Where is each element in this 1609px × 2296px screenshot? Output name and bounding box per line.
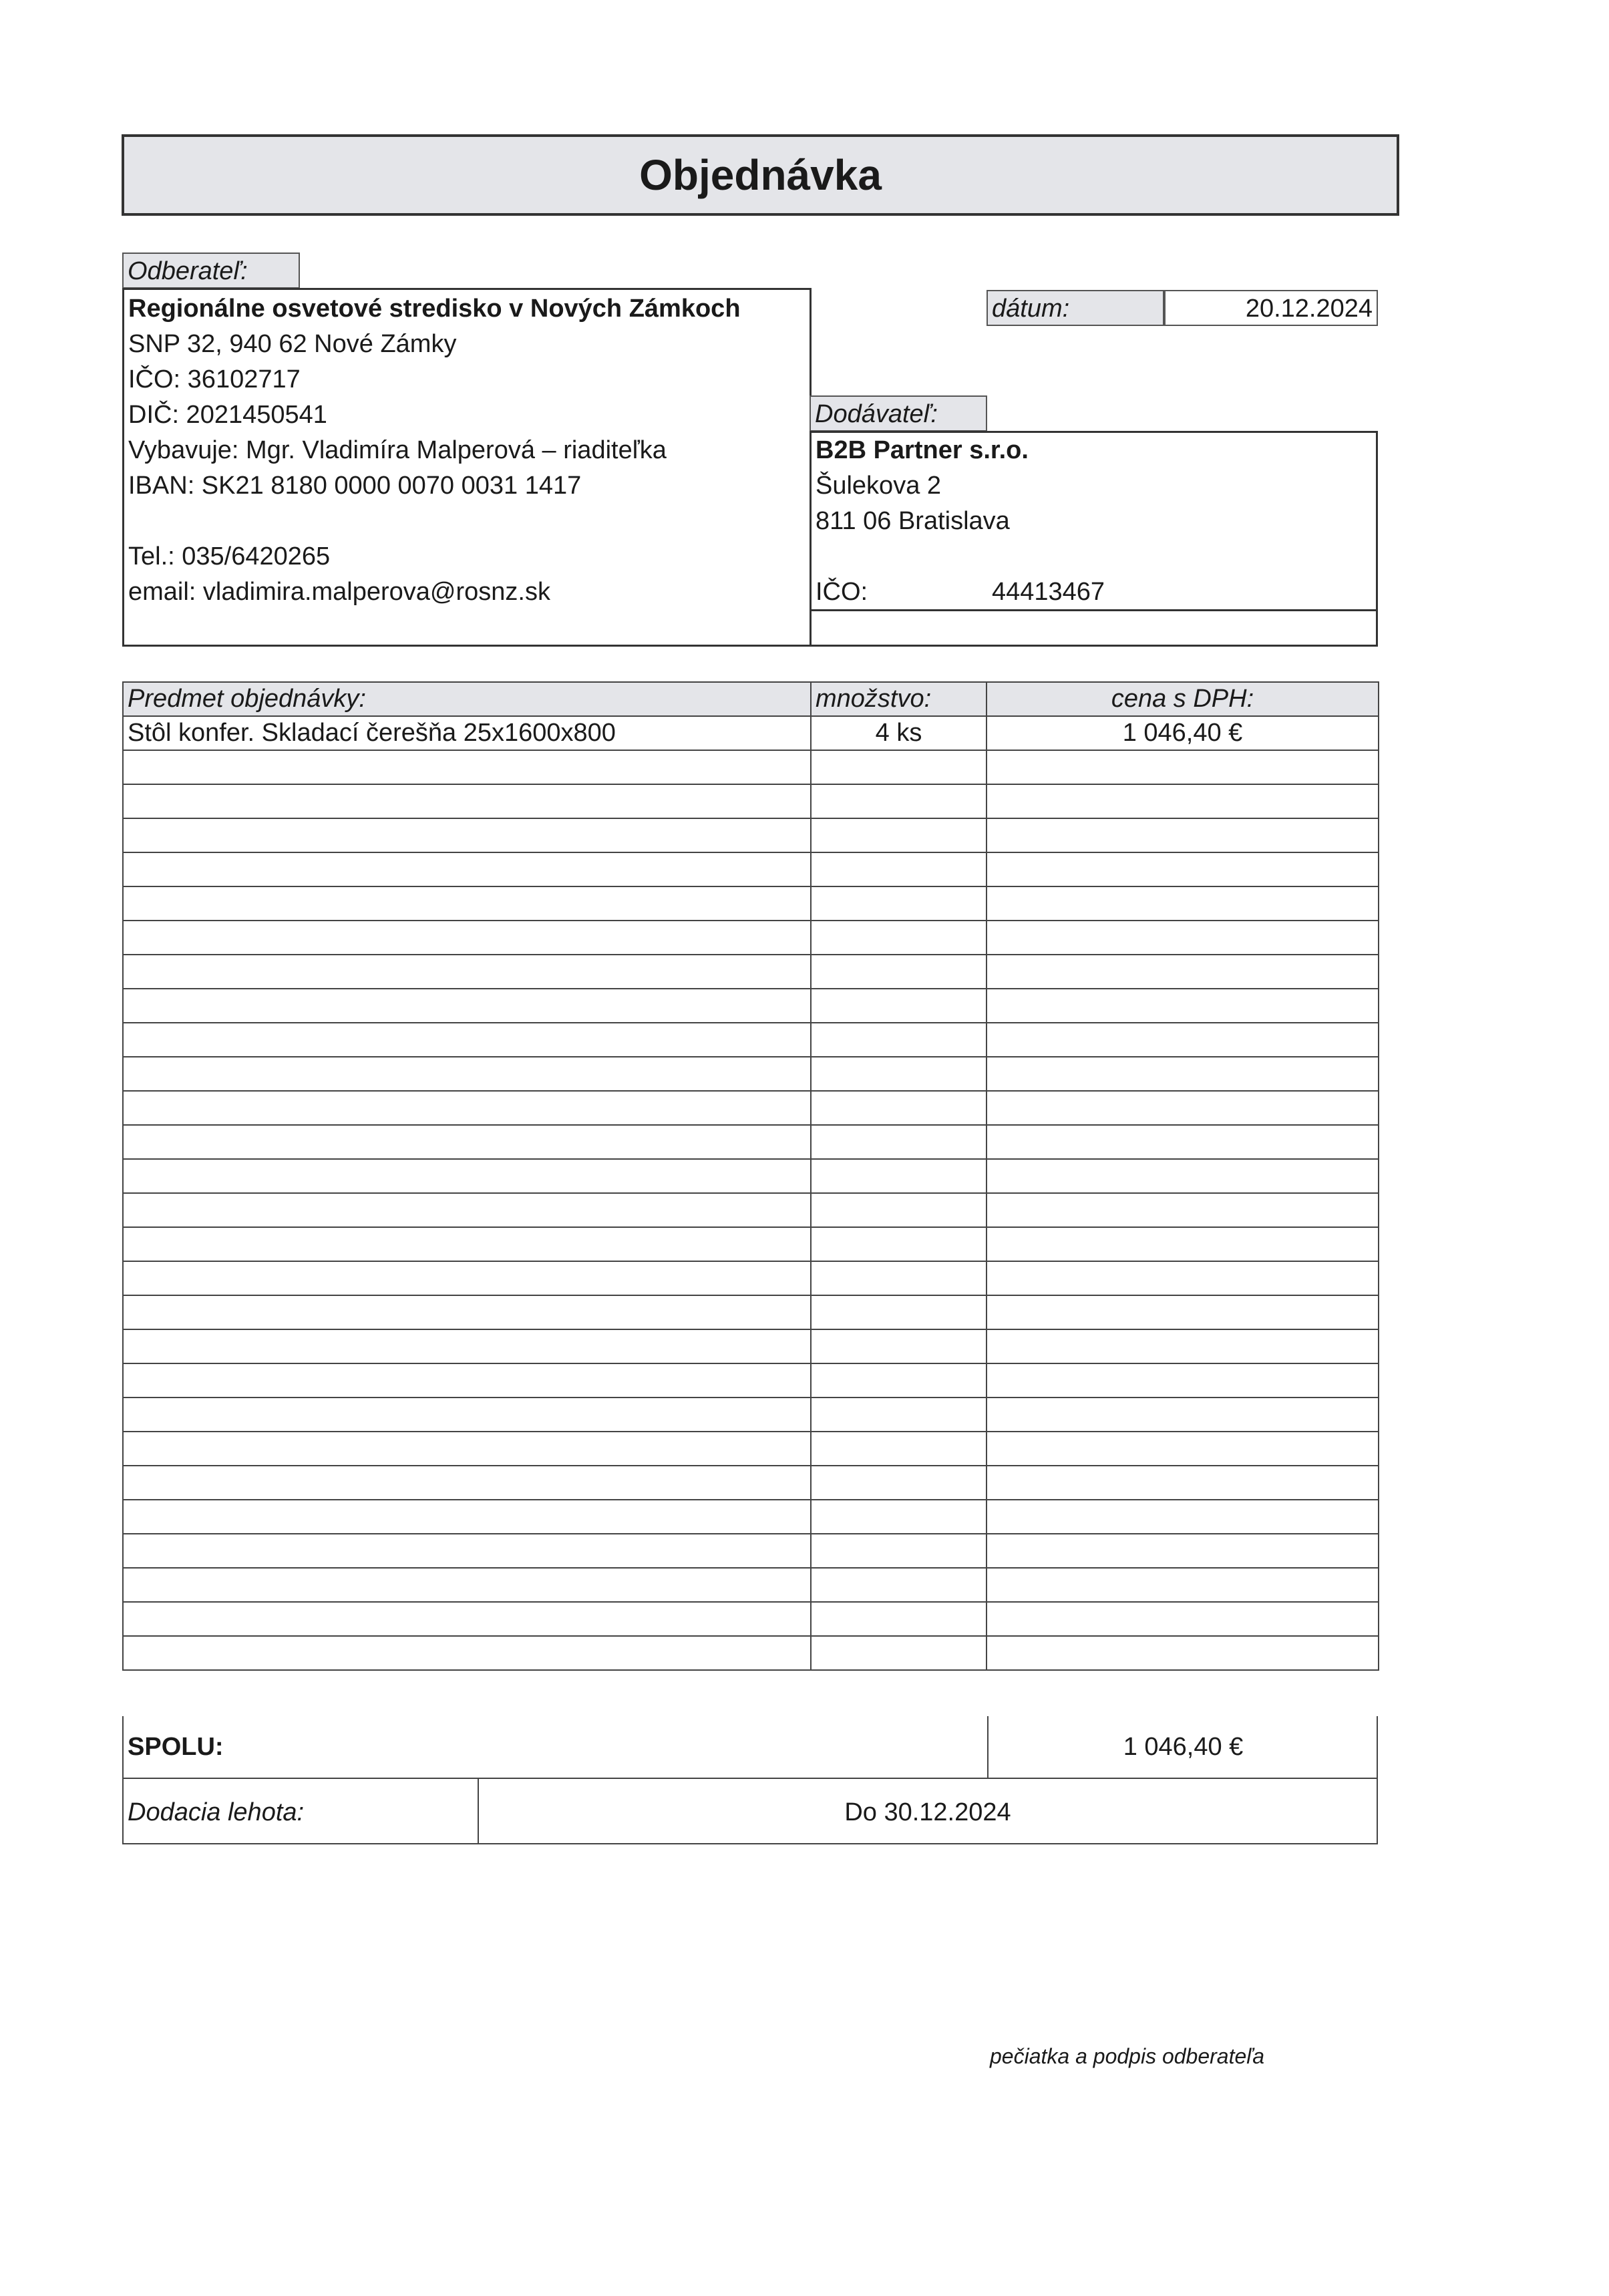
header-mnozstvo: množstvo: bbox=[811, 682, 987, 716]
total-value: 1 046,40 € bbox=[1123, 1733, 1244, 1761]
odberatel-ico: IČO: 36102717 bbox=[128, 365, 301, 393]
total-row bbox=[122, 1716, 1378, 1779]
table-row bbox=[123, 1534, 1379, 1568]
table-row bbox=[123, 1057, 1379, 1091]
cell-cena bbox=[987, 1023, 1379, 1057]
table-row bbox=[123, 1466, 1379, 1500]
cell-cena bbox=[987, 1432, 1379, 1466]
table-row bbox=[123, 1295, 1379, 1329]
cell-mnozstvo bbox=[811, 1261, 987, 1295]
table-row bbox=[123, 1398, 1379, 1432]
cell-cena bbox=[987, 921, 1379, 955]
document-title-box bbox=[122, 134, 1399, 216]
odberatel-name: Regionálne osvetové stredisko v Nových Zámkoch bbox=[128, 295, 741, 323]
dodavatel-ico-label: IČO: bbox=[816, 578, 868, 606]
cell-mnozstvo bbox=[811, 1091, 987, 1125]
table-row bbox=[123, 1329, 1379, 1363]
dodavatel-name: B2B Partner s.r.o. bbox=[816, 436, 1029, 464]
table-row bbox=[123, 1091, 1379, 1125]
cell-cena bbox=[987, 1636, 1379, 1670]
cell-mnozstvo bbox=[811, 1227, 987, 1261]
cell-predmet bbox=[123, 1125, 811, 1159]
cell-cena bbox=[987, 818, 1379, 852]
cell-cena bbox=[987, 1057, 1379, 1091]
table-row bbox=[123, 921, 1379, 955]
table-row bbox=[123, 1602, 1379, 1636]
cell-mnozstvo bbox=[811, 852, 987, 886]
table-row bbox=[123, 1159, 1379, 1193]
cell-mnozstvo bbox=[811, 1602, 987, 1636]
cell-predmet bbox=[123, 1091, 811, 1125]
cell-cena bbox=[987, 1261, 1379, 1295]
cell-predmet bbox=[123, 1398, 811, 1432]
cell-mnozstvo bbox=[811, 784, 987, 818]
cell-cena bbox=[987, 1091, 1379, 1125]
cell-predmet bbox=[123, 1363, 811, 1398]
table-row bbox=[123, 955, 1379, 989]
cell-cena bbox=[987, 1466, 1379, 1500]
odberatel-address: SNP 32, 940 62 Nové Zámky bbox=[128, 330, 457, 358]
cell-predmet bbox=[123, 921, 811, 955]
cell-mnozstvo: 4 ks bbox=[811, 716, 987, 750]
table-row bbox=[123, 1432, 1379, 1466]
cell-predmet bbox=[123, 750, 811, 784]
cell-cena bbox=[987, 1295, 1379, 1329]
cell-cena bbox=[987, 1329, 1379, 1363]
cell-cena bbox=[987, 1500, 1379, 1534]
cell-mnozstvo bbox=[811, 750, 987, 784]
table-row bbox=[123, 818, 1379, 852]
cell-cena bbox=[987, 1193, 1379, 1227]
table-row bbox=[123, 1125, 1379, 1159]
cell-cena bbox=[987, 989, 1379, 1023]
table-row bbox=[123, 989, 1379, 1023]
cell-cena bbox=[987, 886, 1379, 921]
table-row bbox=[123, 716, 1379, 750]
cell-mnozstvo bbox=[811, 1432, 987, 1466]
cell-mnozstvo bbox=[811, 1500, 987, 1534]
odberatel-vybavuje: Vybavuje: Mgr. Vladimíra Malperová – riaditeľka bbox=[128, 436, 667, 464]
cell-cena bbox=[987, 784, 1379, 818]
cell-cena bbox=[987, 1227, 1379, 1261]
delivery-row bbox=[122, 1778, 1378, 1844]
odberatel-tel: Tel.: 035/6420265 bbox=[128, 542, 331, 570]
cell-mnozstvo bbox=[811, 1568, 987, 1602]
table-row bbox=[123, 1193, 1379, 1227]
cell-predmet bbox=[123, 955, 811, 989]
delivery-label: Dodacia lehota: bbox=[128, 1798, 305, 1826]
cell-mnozstvo bbox=[811, 1398, 987, 1432]
cell-predmet bbox=[123, 1227, 811, 1261]
table-row bbox=[123, 1500, 1379, 1534]
cell-predmet bbox=[123, 1432, 811, 1466]
table-row bbox=[123, 1023, 1379, 1057]
table-row bbox=[123, 1261, 1379, 1295]
cell-mnozstvo bbox=[811, 1363, 987, 1398]
cell-cena: 1 046,40 € bbox=[987, 716, 1379, 750]
items-table bbox=[122, 681, 1379, 1671]
odberatel-dic: DIČ: 2021450541 bbox=[128, 401, 327, 429]
cell-mnozstvo bbox=[811, 1159, 987, 1193]
odberatel-email: email: vladimira.malperova@rosnz.sk bbox=[128, 578, 550, 606]
cell-predmet bbox=[123, 1602, 811, 1636]
cell-mnozstvo bbox=[811, 989, 987, 1023]
cell-predmet bbox=[123, 818, 811, 852]
cell-predmet bbox=[123, 1534, 811, 1568]
dodavatel-box bbox=[810, 431, 1378, 647]
cell-mnozstvo bbox=[811, 1534, 987, 1568]
cell-predmet bbox=[123, 1295, 811, 1329]
cell-mnozstvo bbox=[811, 1193, 987, 1227]
cell-mnozstvo bbox=[811, 1057, 987, 1091]
cell-cena bbox=[987, 750, 1379, 784]
cell-predmet bbox=[123, 1466, 811, 1500]
cell-mnozstvo bbox=[811, 921, 987, 955]
cell-predmet bbox=[123, 1500, 811, 1534]
datum-value: 20.12.2024 bbox=[1164, 290, 1378, 326]
table-row bbox=[123, 1227, 1379, 1261]
cell-mnozstvo bbox=[811, 1636, 987, 1670]
signature-caption: pečiatka a podpis odberateľa bbox=[990, 2044, 1265, 2068]
dodavatel-ico-value: 44413467 bbox=[992, 578, 1105, 606]
cell-predmet bbox=[123, 1023, 811, 1057]
cell-mnozstvo bbox=[811, 1295, 987, 1329]
table-row bbox=[123, 784, 1379, 818]
cell-mnozstvo bbox=[811, 1466, 987, 1500]
document-title: Objednávka bbox=[639, 151, 882, 199]
dodavatel-street: Šulekova 2 bbox=[816, 472, 942, 500]
total-label: SPOLU: bbox=[128, 1733, 224, 1761]
cell-mnozstvo bbox=[811, 886, 987, 921]
cell-cena bbox=[987, 955, 1379, 989]
dodavatel-divider bbox=[810, 609, 1378, 611]
cell-predmet bbox=[123, 1329, 811, 1363]
cell-cena bbox=[987, 1602, 1379, 1636]
cell-cena bbox=[987, 852, 1379, 886]
table-row bbox=[123, 750, 1379, 784]
cell-predmet bbox=[123, 1159, 811, 1193]
cell-cena bbox=[987, 1568, 1379, 1602]
odberatel-iban: IBAN: SK21 8180 0000 0070 0031 1417 bbox=[128, 472, 582, 500]
header-predmet: Predmet objednávky: bbox=[123, 682, 811, 716]
cell-mnozstvo bbox=[811, 818, 987, 852]
cell-cena bbox=[987, 1534, 1379, 1568]
table-row bbox=[123, 886, 1379, 921]
odberatel-label: Odberateľ: bbox=[122, 253, 300, 289]
cell-predmet bbox=[123, 989, 811, 1023]
cell-mnozstvo bbox=[811, 1125, 987, 1159]
cell-predmet bbox=[123, 886, 811, 921]
cell-cena bbox=[987, 1363, 1379, 1398]
items-header-row bbox=[123, 682, 1379, 716]
cell-predmet bbox=[123, 1261, 811, 1295]
cell-mnozstvo bbox=[811, 1023, 987, 1057]
table-row bbox=[123, 1568, 1379, 1602]
items-table-wrapper bbox=[122, 681, 1378, 1671]
cell-predmet bbox=[123, 1568, 811, 1602]
cell-predmet: Stôl konfer. Skladací čerešňa 25x1600x800 bbox=[123, 716, 811, 750]
table-row bbox=[123, 852, 1379, 886]
dodavatel-label: Dodávateľ: bbox=[810, 395, 987, 432]
table-row bbox=[123, 1363, 1379, 1398]
cell-cena bbox=[987, 1159, 1379, 1193]
header-cena: cena s DPH: bbox=[987, 682, 1379, 716]
cell-cena bbox=[987, 1398, 1379, 1432]
cell-predmet bbox=[123, 852, 811, 886]
cell-predmet bbox=[123, 784, 811, 818]
table-row bbox=[123, 1636, 1379, 1670]
dodavatel-city: 811 06 Bratislava bbox=[816, 507, 1010, 535]
cell-mnozstvo bbox=[811, 1329, 987, 1363]
cell-predmet bbox=[123, 1057, 811, 1091]
cell-cena bbox=[987, 1125, 1379, 1159]
delivery-value: Do 30.12.2024 bbox=[844, 1798, 1011, 1826]
cell-predmet bbox=[123, 1193, 811, 1227]
cell-mnozstvo bbox=[811, 955, 987, 989]
cell-predmet bbox=[123, 1636, 811, 1670]
datum-label: dátum: bbox=[987, 290, 1164, 326]
odberatel-box bbox=[122, 288, 812, 647]
